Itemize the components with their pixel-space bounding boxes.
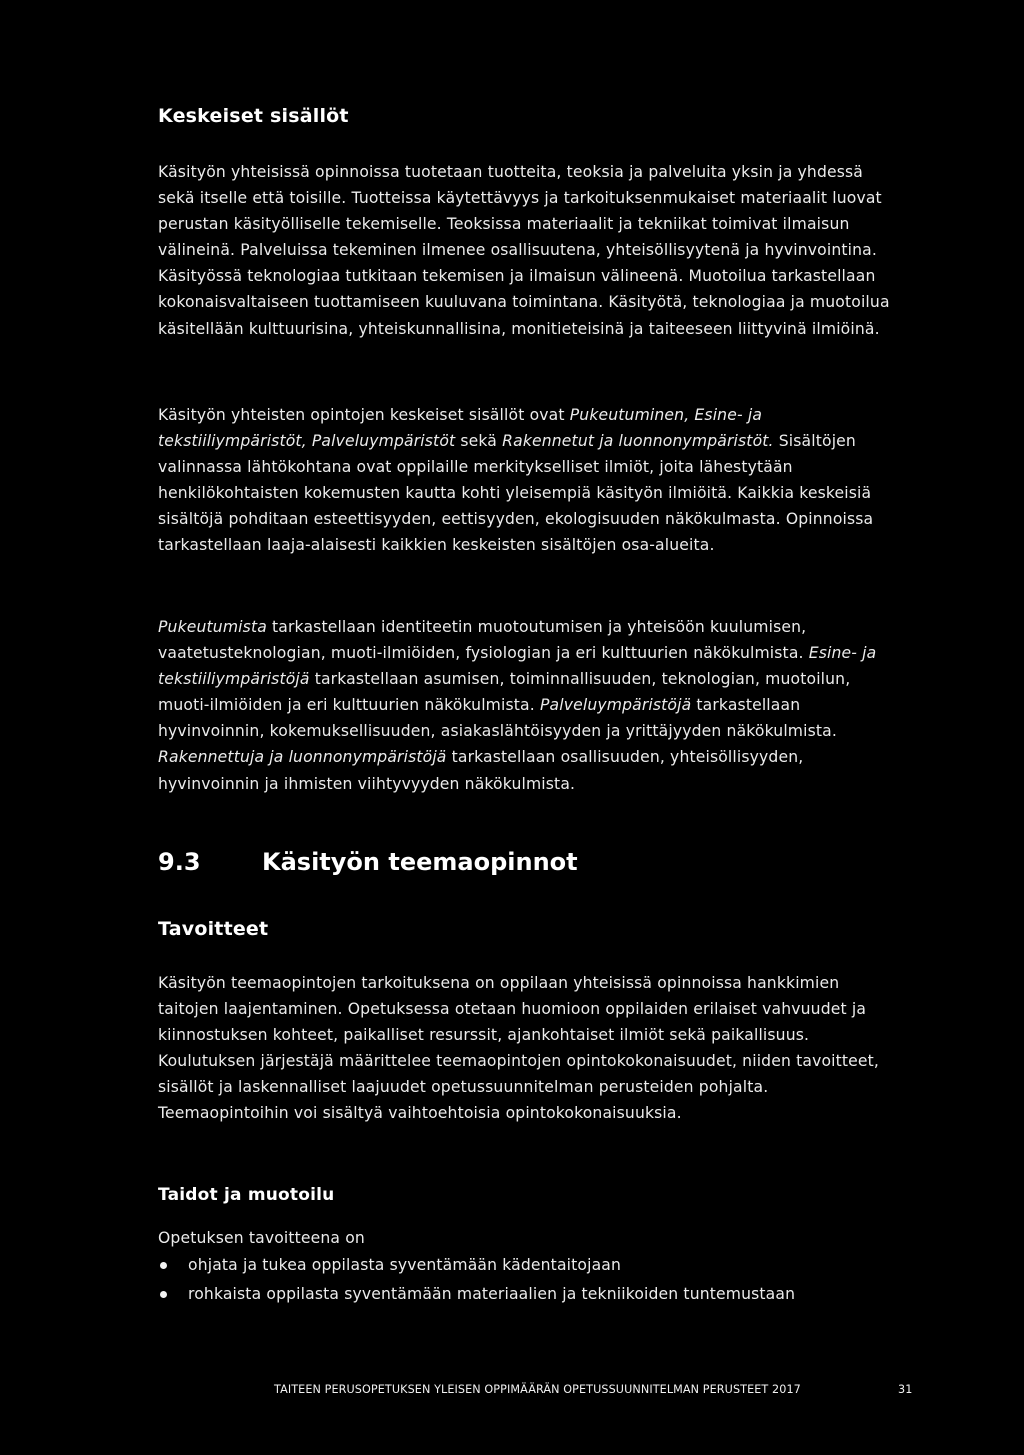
section-number: 9.3 — [158, 848, 201, 876]
italic-term: Rakennetut ja luonnonympäristöt. — [502, 432, 774, 451]
section-heading-9-3 — [158, 848, 578, 876]
list-item — [158, 1251, 898, 1280]
bullet-icon — [160, 1291, 167, 1298]
page-number: 31 — [898, 1383, 913, 1396]
paragraph-text: sekä — [455, 432, 503, 451]
paragraph-text: tarkastellaan asumisen, toiminnallisuuden, teknologian, muotoilun, muoti-ilmiöiden ja eri kulttuurien näkökulmista. — [158, 670, 851, 715]
footer-title: TAITEEN PERUSOPETUKSEN YLEISEN OPPIMÄÄRÄN OPETUSSUUNNITELMAN PERUSTEET 2017 — [274, 1383, 801, 1396]
heading-tavoitteet: Tavoitteet — [158, 918, 269, 940]
paragraph-skills-intro: Opetuksen tavoitteena on — [158, 1229, 365, 1247]
paragraph-perspectives — [158, 614, 894, 797]
italic-term: Palveluympäristöjä — [539, 696, 692, 715]
paragraph-text: tarkastellaan identiteetin muotoutumisen ja yhteisöön kuulumisen, vaatetusteknologian, muoti-ilmiöiden, fysiologian ja eri kulttuurien näkökulmista. — [158, 618, 809, 663]
bullet-icon — [160, 1262, 167, 1269]
paragraph-text: Sisältöjen valinnassa lähtökohtana ovat oppilaille merkitykselliset ilmiöt, joita lähestytään henkilökohtaisten kokemusten kautta kohti yleisempiä käsityön ilmiöitä. Kaikkia keskeisiä sisältöjä pohditaan esteettisyyden, eettisyyden, ekologisuuden näkökulmasta. Opinnoissa tarkastellaan laaja-alaisesti kaikkien keskeisten sisältöjen osa-alueita. — [158, 432, 874, 555]
italic-term: Esine- ja tekstiiliympäristöjä — [158, 644, 877, 689]
heading-taidot-ja-muotoilu: Taidot ja muotoilu — [158, 1185, 335, 1205]
paragraph-core-contents — [158, 402, 894, 559]
paragraph-intro: Käsityön yhteisissä opinnoissa tuotetaan tuotteita, teoksia ja palveluita yksin ja yhdessä sekä itselle että toisille. Tuotteissa käytettävyys ja tarkoituksenmukaiset materiaalit luovat perustan käsityölliselle tekemiselle. Teoksissa materiaalit ja tekniikat toimivat ilmaisun välineinä. Palveluissa tekeminen ilmenee osallisuutena, yhteisöllisyytenä ja hyvinvointina. Käsityössä teknologiaa tutkitaan tekemisen ja ilmaisun välineenä. Muotoilua tarkastellaan kokonaisvaltaiseen tuottamiseen kuuluvana toimintana. Käsityötä, teknologiaa ja muotoilua käsitellään kulttuurisina, yhteiskunnallisina, monitieteisinä ja taiteeseen liittyvinä ilmiöinä. — [158, 163, 890, 338]
list-item-text: ohjata ja tukea oppilasta syventämään kädentaitojaan — [188, 1256, 622, 1274]
paragraph-text: tarkastellaan osallisuuden, yhteisöllisyyden, hyvinvoinnin ja ihmisten viihtyvyyden näkökulmista. — [158, 748, 804, 793]
italic-term: Pukeutuminen, Esine- ja tekstiiliympäristöt, Palveluympäristöt — [158, 406, 763, 451]
heading-keskeiset-sisallot: Keskeiset sisällöt — [158, 105, 349, 127]
list-item-text: rohkaista oppilasta syventämään materiaalien ja tekniikoiden tuntemustaan — [188, 1285, 796, 1303]
list-item — [158, 1280, 898, 1309]
paragraph-text: Käsityön yhteisten opintojen keskeiset sisällöt ovat — [158, 406, 570, 424]
paragraph-goals: Käsityön teemaopintojen tarkoituksena on oppilaan yhteisissä opinnoissa hankkimien taitojen laajentaminen. Opetuksessa otetaan huomioon oppilaiden erilaiset vahvuudet ja kiinnostuksen kohteet, paikalliset resurssit, ajankohtaiset ilmiöt sekä paikallisuus. Koulutuksen järjestäjä määrittelee teemaopintojen opintokokonaisuudet, niiden tavoitteet, sisällöt ja laskennalliset laajuudet opetussuunnitelman perusteiden pohjalta. Teemaopintoihin voi sisältyä vaihtoehtoisia opintokokonaisuuksia. — [158, 974, 880, 1123]
page-footer — [274, 1383, 914, 1396]
section-title: Käsityön teemaopinnot — [262, 848, 578, 876]
italic-term: Rakennettuja ja luonnonympäristöjä — [158, 748, 447, 767]
skills-bullet-list — [158, 1251, 898, 1309]
italic-term: Pukeutumista — [158, 618, 267, 636]
paragraph-text: tarkastellaan hyvinvoinnin, kokemuksellisuuden, asiakaslähtöisyyden ja yrittäjyyden näkökulmista. — [158, 696, 837, 741]
